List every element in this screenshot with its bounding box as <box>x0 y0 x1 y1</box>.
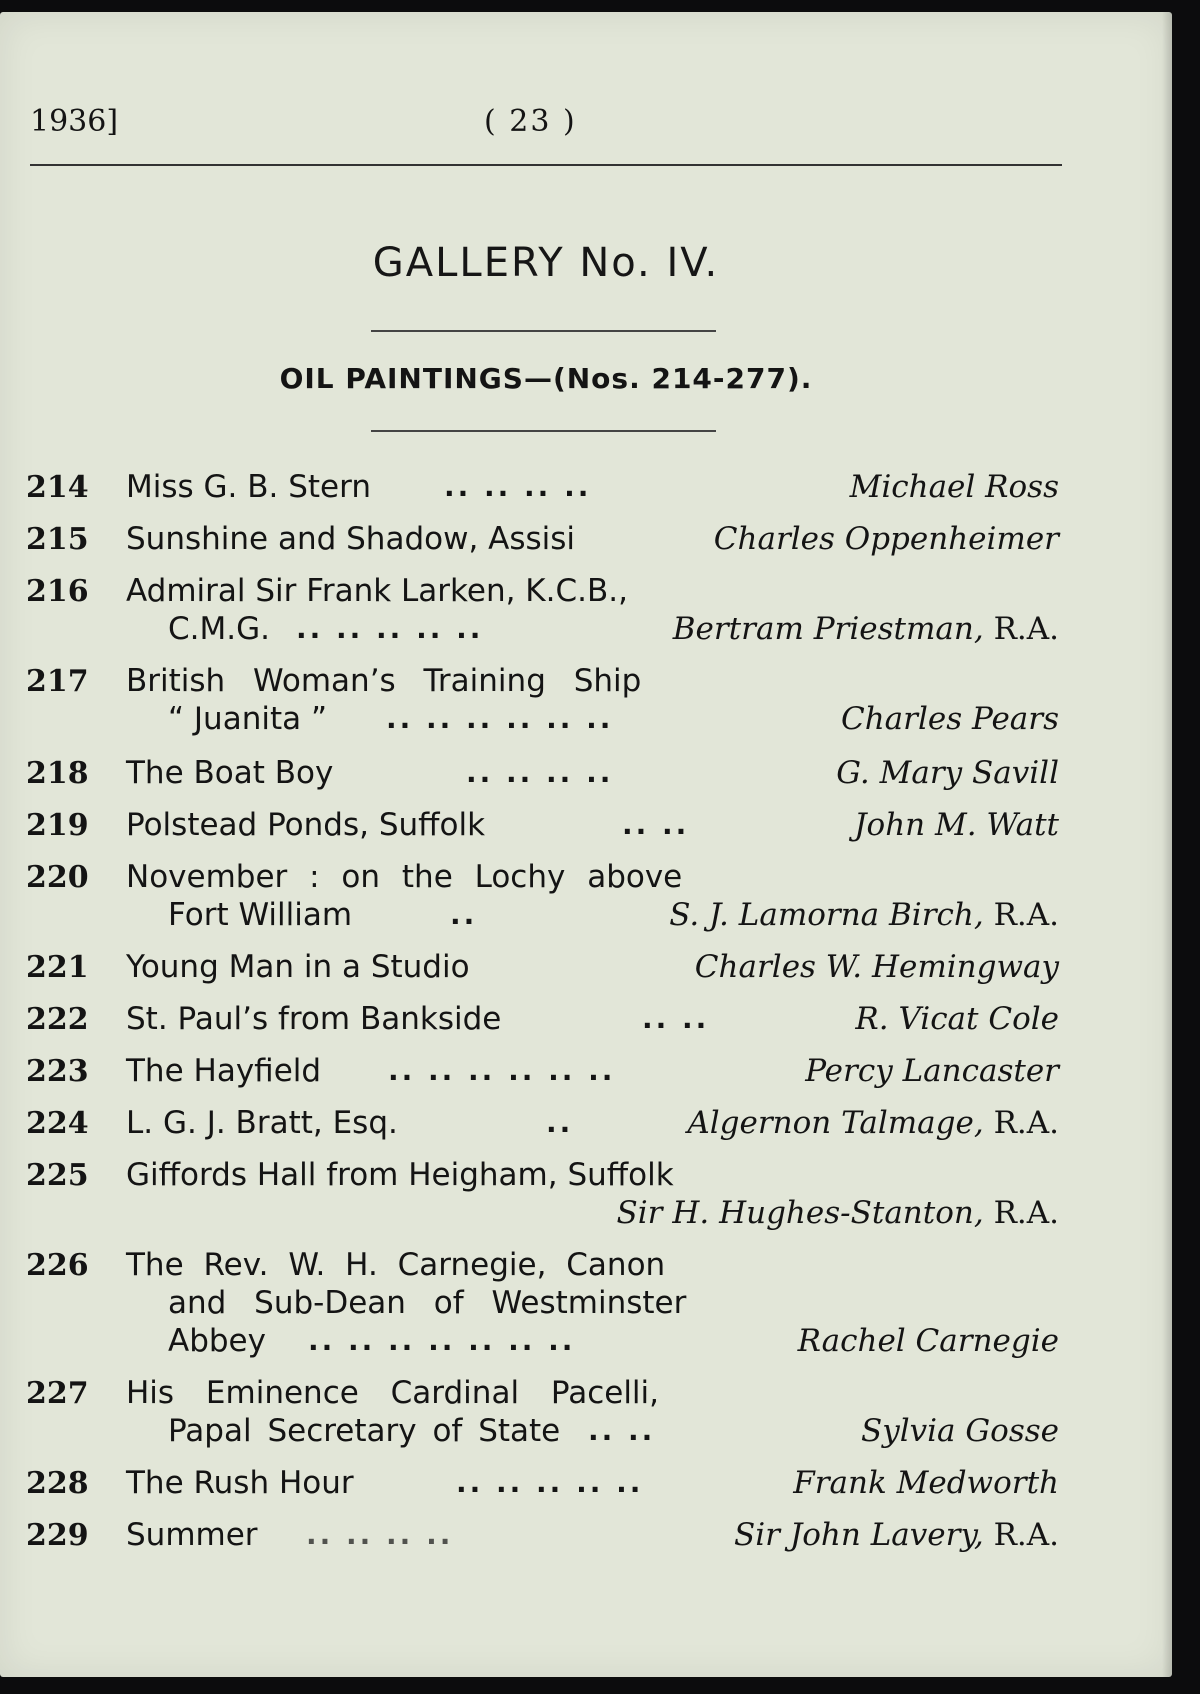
entry-line <box>126 806 1059 844</box>
entry-title: The Hayfield <box>126 1053 322 1089</box>
entry-line <box>126 1464 1059 1502</box>
section-title: OIL PAINTINGS—(Nos. 214-277). <box>279 362 813 395</box>
entry-line <box>168 896 1059 934</box>
entry-number: 215 <box>26 522 89 557</box>
entry-title: British Woman’s Training Ship <box>126 663 642 699</box>
divider-bottom <box>371 430 716 432</box>
entry-line <box>126 948 1059 986</box>
artist-wrap <box>673 610 1059 648</box>
artist-wrap <box>617 1194 1059 1232</box>
entry-title-continued: Fort William <box>168 897 353 933</box>
entry-line <box>126 520 1059 558</box>
entry-number: 229 <box>26 1518 89 1553</box>
entry-line <box>126 1374 1059 1412</box>
entry-number: 223 <box>26 1054 89 1089</box>
entry-title-continued: Abbey <box>168 1323 266 1359</box>
entry-line <box>126 1246 1059 1284</box>
entry-number: 222 <box>26 1002 89 1037</box>
leader-dots: .. .. .. .. .. <box>456 1466 644 1499</box>
entry-number: 217 <box>26 664 89 699</box>
entry-title: November : on the Lochy above <box>126 859 683 895</box>
entry-number: 228 <box>26 1466 89 1501</box>
artist-suffix: R.A. <box>993 897 1059 933</box>
leader-dots: .. .. .. .. .. .. <box>388 1054 616 1087</box>
divider-top <box>371 330 716 332</box>
entry-artist: Sir John Lavery, <box>734 1517 984 1553</box>
entry-line <box>126 1516 1059 1554</box>
entry-title: St. Paul’s from Bankside <box>126 1001 502 1037</box>
entry-title-continued: Papal Secretary of State <box>168 1413 561 1449</box>
artist-wrap <box>669 896 1059 934</box>
entry-artist: Bertram Priestman, <box>672 611 984 647</box>
entry-number: 216 <box>26 574 89 609</box>
entry-artist: Algernon Talmage, <box>687 1105 984 1141</box>
entry-title: Admiral Sir Frank Larken, K.C.B., <box>126 573 628 609</box>
entry-artist: Percy Lancaster <box>805 1053 1059 1089</box>
entry-line <box>168 1412 1059 1450</box>
leader-dots: .. .. .. .. <box>466 756 614 789</box>
entry-line <box>168 1284 1059 1322</box>
entry-title: Sunshine and Shadow, Assisi <box>126 521 576 557</box>
entry-line <box>126 468 1059 506</box>
entry-title: The Rush Hour <box>126 1465 354 1501</box>
entry-line <box>126 754 1059 792</box>
header-page-number: ( 23 ) <box>484 104 577 139</box>
entry-number: 214 <box>26 470 89 505</box>
leader-dots: .. <box>450 898 478 931</box>
artist-wrap <box>734 1516 1059 1554</box>
artist-suffix: R.A. <box>993 1517 1059 1553</box>
header-rule <box>30 164 1062 166</box>
leader-dots: .. .. <box>622 808 690 841</box>
entry-artist: John M. Watt <box>854 807 1059 843</box>
entry-number: 226 <box>26 1248 89 1283</box>
leader-dots: .. .. .. .. <box>306 1518 454 1551</box>
entry-title-continued: C.M.G. <box>168 611 270 647</box>
leader-dots: .. .. .. .. <box>444 470 592 503</box>
entry-artist: Charles Oppenheimer <box>713 521 1059 557</box>
entry-line <box>126 1000 1059 1038</box>
entry-line <box>168 1322 1059 1360</box>
entry-artist: Sir H. Hughes-Stanton, <box>616 1195 984 1231</box>
entry-line <box>126 1052 1059 1090</box>
catalogue-page <box>0 12 1172 1677</box>
entry-line <box>126 1104 1059 1142</box>
entry-title: Giffords Hall from Heigham, Suffolk <box>126 1157 674 1193</box>
artist-suffix: R.A. <box>993 1195 1059 1231</box>
entry-artist: R. Vicat Cole <box>855 1001 1059 1037</box>
entry-title: The Rev. W. H. Carnegie, Canon <box>126 1247 666 1283</box>
leader-dots: .. .. .. .. .. .. .. <box>308 1324 576 1357</box>
entry-line <box>126 572 1059 610</box>
entry-artist: Frank Medworth <box>793 1465 1059 1501</box>
leader-dots: .. <box>546 1106 574 1139</box>
entry-line <box>126 858 1059 896</box>
entry-artist: Charles W. Hemingway <box>694 949 1059 985</box>
entry-artist: Sylvia Gosse <box>860 1413 1059 1449</box>
entry-title: The Boat Boy <box>126 755 334 791</box>
entry-title: Young Man in a Studio <box>126 949 470 985</box>
entry-artist: G. Mary Savill <box>836 755 1059 791</box>
entry-title-continued: “ Juanita ” <box>168 701 328 737</box>
leader-dots: .. .. <box>642 1002 710 1035</box>
entry-title: Summer <box>126 1517 258 1553</box>
entry-title: L. G. J. Bratt, Esq. <box>126 1105 398 1141</box>
artist-suffix: R.A. <box>993 1105 1059 1141</box>
leader-dots: .. .. .. .. .. .. <box>386 702 614 735</box>
entry-line <box>168 610 1059 648</box>
artist-wrap <box>687 1104 1059 1142</box>
entry-number: 218 <box>26 756 89 791</box>
entry-number: 220 <box>26 860 89 895</box>
entry-line <box>126 1156 1059 1194</box>
entry-number: 219 <box>26 808 89 843</box>
artist-suffix: R.A. <box>993 611 1059 647</box>
leader-dots: .. .. <box>588 1414 656 1447</box>
entry-line <box>126 662 1059 700</box>
entry-title: Polstead Ponds, Suffolk <box>126 807 486 843</box>
entry-line <box>126 1194 1059 1232</box>
entry-title: Miss G. B. Stern <box>126 469 371 505</box>
entry-artist: Charles Pears <box>840 701 1059 737</box>
entry-artist: Rachel Carnegie <box>797 1323 1059 1359</box>
gallery-title: GALLERY No. IV. <box>372 240 720 286</box>
entry-line <box>168 700 1059 738</box>
entry-number: 221 <box>26 950 89 985</box>
entry-title: His Eminence Cardinal Pacelli, <box>126 1375 660 1411</box>
entry-number: 225 <box>26 1158 89 1193</box>
entry-title-continued: and Sub-Dean of Westminster <box>168 1285 687 1321</box>
leader-dots: .. .. .. .. .. <box>296 612 484 645</box>
header-year: 1936] <box>30 104 119 139</box>
entry-artist: S. J. Lamorna Birch, <box>669 897 984 933</box>
entry-number: 227 <box>26 1376 89 1411</box>
entry-artist: Michael Ross <box>849 469 1059 505</box>
entry-number: 224 <box>26 1106 89 1141</box>
